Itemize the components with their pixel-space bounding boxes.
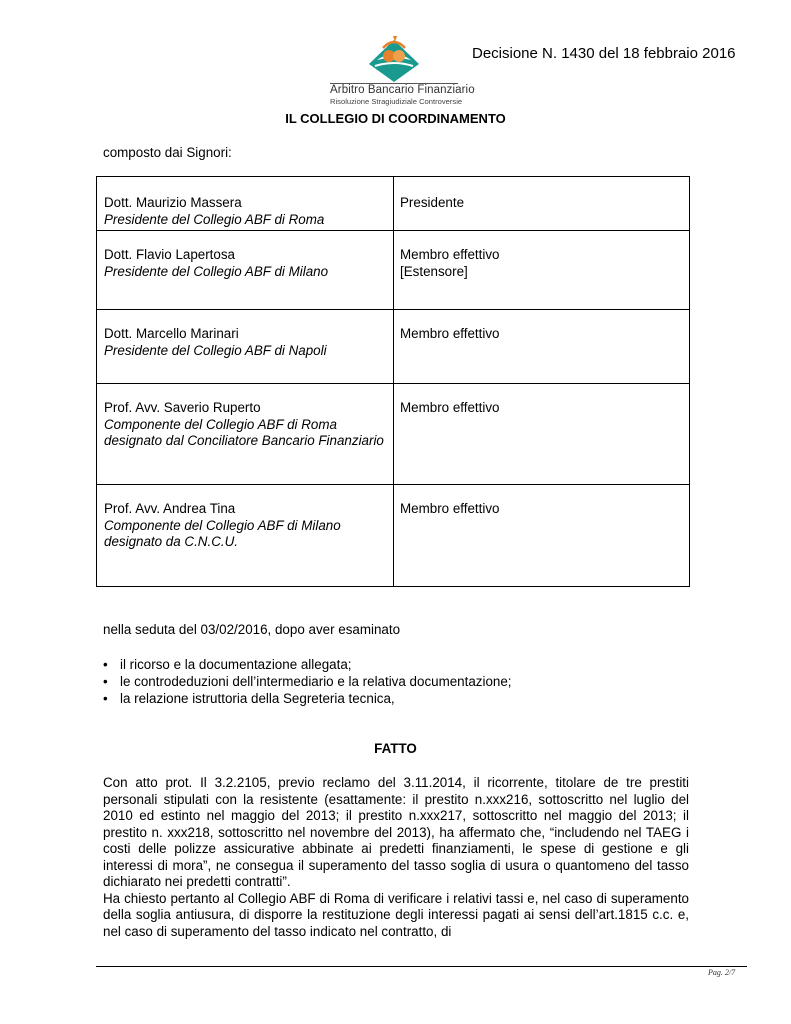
page-number: Pag. 2/7	[708, 968, 736, 977]
decision-number: Decisione N. 1430 del 18 febbraio 2016	[472, 45, 736, 62]
member-row	[97, 177, 689, 230]
member-name: Dott. Maurizio Massera	[104, 195, 242, 210]
fatto-heading: FATTO	[374, 741, 417, 756]
member-row	[97, 230, 689, 309]
member-position	[400, 400, 680, 417]
member-position	[400, 501, 680, 518]
member-role: Presidente del Collegio ABF di Napoli	[104, 342, 327, 358]
member-role: Presidente del Collegio ABF di Milano	[104, 263, 329, 279]
examined-list	[103, 656, 512, 707]
fatto-paragraph: Con atto prot. Il 3.2.2105, previo reclamo del 3.11.2014, il ricorrente, titolare de tre prestiti personali stipulati con la resistente (esattamente: il prestito n.xxx216, sottoscritto nel luglio del 2010 ed estinto nel maggio del 2013; il prestito n.xxx217, sottoscritto nel maggio del 2013; il prestito n. xxx218, sottoscritto nel novembre del 2013), ha affermato che, “includendo nel TAEG i costi delle polizze assicurative abbinate ai predetti finanziamenti, le spese di gestione e gli interessi di mora”, ne consegua il superamento del tasso soglia di usura o quantomeno del tasso dichiarato nei predetti contratti”.	[103, 775, 689, 889]
member-info	[104, 247, 384, 280]
list-item: • il ricorso e la documentazione allegata;	[103, 656, 512, 673]
logo-title: Arbitro Bancario Finanziario	[330, 84, 475, 96]
fatto-paragraph: Ha chiesto pertanto al Collegio ABF di Roma di verificare i relativi tassi e, nel caso di superamento della soglia antiusura, di disporre la restituzione degli interessi pagati ai sensi dell’art.1815 c.c. e, nel caso di superamento del tasso indicato nel contratto, di	[103, 890, 689, 939]
member-name: Dott. Flavio Lapertosa	[104, 247, 235, 262]
member-name: Prof. Avv. Andrea Tina	[104, 501, 236, 516]
member-info	[104, 501, 384, 551]
member-position-label: Membro effettivo	[400, 247, 500, 262]
list-item: • la relazione istruttoria della Segreteria tecnica,	[103, 690, 512, 707]
member-position	[400, 326, 680, 343]
member-position-label: Membro effettivo	[400, 501, 500, 516]
member-name: Prof. Avv. Saverio Ruperto	[104, 400, 261, 415]
member-role: Componente del Collegio ABF di Roma designato dal Conciliatore Bancario Finanziario	[104, 416, 384, 448]
member-info	[104, 400, 384, 450]
member-row	[97, 484, 689, 586]
member-info	[104, 195, 384, 228]
seduta-text: nella seduta del 03/02/2016, dopo aver esaminato	[103, 622, 401, 637]
member-position-label: Presidente	[400, 195, 465, 210]
intro-text: composto dai Signori:	[103, 145, 232, 160]
member-position	[400, 247, 680, 280]
member-position-label: Membro effettivo	[400, 400, 500, 415]
member-position	[400, 195, 680, 212]
member-role: Componente del Collegio ABF di Milano designato da C.N.C.U.	[104, 517, 341, 549]
abf-logo	[330, 36, 475, 106]
footer-rule	[96, 966, 747, 967]
member-name: Dott. Marcello Marinari	[104, 326, 239, 341]
member-row	[97, 309, 689, 383]
logo-subtitle: Risoluzione Stragiudiziale Controversie	[330, 97, 463, 106]
member-info	[104, 326, 384, 359]
abf-logo-icon	[363, 36, 425, 82]
collegio-title: IL COLLEGIO DI COORDINAMENTO	[285, 111, 506, 126]
member-role: Presidente del Collegio ABF di Roma	[104, 211, 325, 227]
fatto-body	[103, 775, 689, 940]
list-item: • le controdeduzioni dell’intermediario e la relativa documentazione;	[103, 673, 512, 690]
member-row	[97, 383, 689, 484]
member-position-note: [Estensore]	[400, 263, 468, 279]
members-table	[96, 176, 690, 587]
member-position-label: Membro effettivo	[400, 326, 500, 341]
